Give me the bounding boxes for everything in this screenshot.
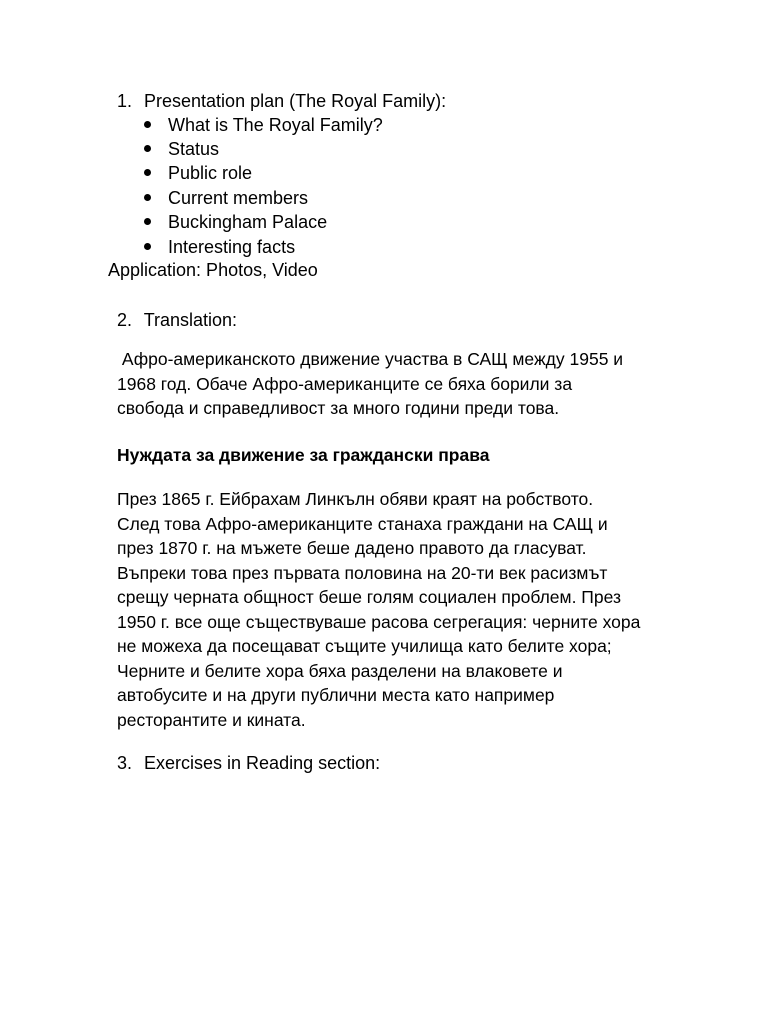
paragraph-line: свобода и справедливост за много години преди това. bbox=[117, 398, 560, 418]
section-2-title: Translation: bbox=[143, 310, 238, 330]
bullet-text: What is The Royal Family? bbox=[168, 115, 383, 135]
bullet-icon bbox=[144, 145, 151, 152]
bullet-text: Buckingham Palace bbox=[168, 212, 328, 232]
paragraph-line: срещу черната общност беше голям социален проблем. През bbox=[117, 587, 621, 607]
bullet-icon bbox=[144, 121, 151, 128]
paragraph-line: Афро-американското движение участва в САЩ между 1955 и bbox=[117, 349, 624, 369]
section-1-heading bbox=[117, 90, 446, 112]
paragraph-line: през 1870 г. на мъжете беше дадено правото да гласуват. bbox=[117, 538, 587, 558]
paragraph-line: 1968 год. Обаче Афро-американците се бяха борили за bbox=[117, 373, 573, 394]
section-2-number: 2. bbox=[117, 310, 133, 330]
bullet-icon bbox=[144, 169, 151, 176]
paragraph-line: След това Афро-американците станаха граждани на САЩ и bbox=[117, 513, 608, 534]
paragraph-line: автобусите и на други публични места като например bbox=[117, 685, 555, 705]
section-3-title: Exercises in Reading section: bbox=[144, 753, 381, 773]
translation-intro-paragraph bbox=[117, 347, 687, 421]
paragraph-line: Черните и белите хора бяха разделени на влаковете и bbox=[117, 660, 563, 681]
bullet-text: Current members bbox=[168, 188, 309, 208]
paragraph-line: Въпреки това през първата половина на 20-ти век расизмът bbox=[117, 562, 608, 583]
application-line: Application: Photos, Video bbox=[108, 260, 318, 280]
section-1-title: Presentation plan (The Royal Family): bbox=[144, 91, 447, 111]
section-3-heading bbox=[117, 752, 380, 774]
bullet-icon bbox=[144, 243, 151, 250]
paragraph-line: не можеха да посещават същите училища като белите хора; bbox=[117, 636, 612, 656]
bullet-icon bbox=[144, 194, 151, 201]
paragraph-line: 1950 г. все още съществуваше расова сегрегация: черните хора bbox=[117, 611, 641, 632]
paragraph-line: През 1865 г. Ейбрахам Линкълн обяви краят на робството. bbox=[117, 489, 594, 509]
section-3-number: 3. bbox=[117, 753, 133, 773]
translation-body-paragraph bbox=[117, 487, 687, 732]
bullet-text: Status bbox=[168, 139, 220, 159]
bullet-text: Public role bbox=[168, 163, 253, 183]
bullet-text: Interesting facts bbox=[168, 237, 296, 257]
bullet-icon bbox=[144, 218, 151, 225]
paragraph-line: ресторантите и кината. bbox=[117, 709, 306, 730]
section-1-number: 1. bbox=[117, 91, 133, 111]
translation-heading: Нуждата за движение за граждански права bbox=[117, 445, 490, 465]
section-2-heading bbox=[117, 309, 237, 331]
